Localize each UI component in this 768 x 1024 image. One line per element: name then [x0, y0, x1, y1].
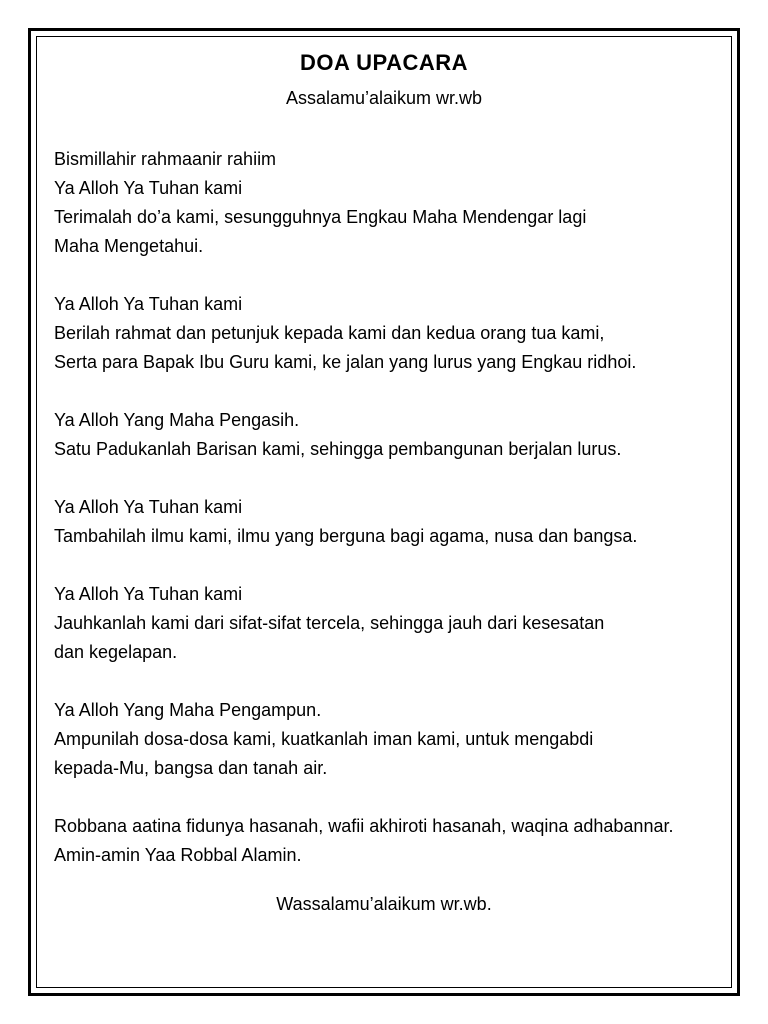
- stanza: [54, 145, 734, 261]
- prayer-line: kepada-Mu, bangsa dan tanah air.: [54, 758, 328, 778]
- prayer-line: Satu Padukanlah Barisan kami, sehingga pembangunan berjalan lurus.: [54, 439, 622, 459]
- prayer-line: Ampunilah dosa-dosa kami, kuatkanlah iman kami, untuk mengabdi: [54, 729, 594, 749]
- prayer-line: Ya Alloh Ya Tuhan kami: [54, 497, 243, 517]
- prayer-line: Berilah rahmat dan petunjuk kepada kami dan kedua orang tua kami,: [54, 323, 605, 343]
- prayer-line: Jauhkanlah kami dari sifat-sifat tercela, sehingga jauh dari kesesatan: [54, 613, 605, 633]
- prayer-line: Ya Alloh Yang Maha Pengampun.: [54, 700, 322, 720]
- stanza: [54, 406, 734, 464]
- document-title: DOA UPACARA: [299, 50, 469, 75]
- prayer-line: Robbana aatina fidunya hasanah, wafii akhiroti hasanah, waqina adhabannar.: [54, 816, 674, 836]
- opening-greeting: Assalamu’alaikum wr.wb: [285, 88, 483, 108]
- prayer-line: Bismillahir rahmaanir rahiim: [54, 149, 277, 169]
- prayer-line: Terimalah do’a kami, sesungguhnya Engkau Maha Mendengar lagi: [54, 207, 587, 227]
- prayer-line: Ya Alloh Ya Tuhan kami: [54, 294, 243, 314]
- stanza: [54, 696, 734, 783]
- stanza: [54, 493, 734, 551]
- prayer-body: [54, 145, 734, 899]
- stanza: [54, 290, 734, 377]
- prayer-line: Tambahilah ilmu kami, ilmu yang berguna bagi agama, nusa dan bangsa.: [54, 526, 638, 546]
- prayer-line: Amin-amin Yaa Robbal Alamin.: [54, 845, 302, 865]
- prayer-line: dan kegelapan.: [54, 642, 178, 662]
- prayer-line: Maha Mengetahui.: [54, 236, 204, 256]
- stanza: [54, 580, 734, 667]
- prayer-line: Ya Alloh Ya Tuhan kami: [54, 178, 243, 198]
- prayer-line: Ya Alloh Ya Tuhan kami: [54, 584, 243, 604]
- stanza: [54, 812, 734, 870]
- prayer-line: Serta para Bapak Ibu Guru kami, ke jalan yang lurus yang Engkau ridhoi.: [54, 352, 637, 372]
- closing-greeting: Wassalamu’alaikum wr.wb.: [276, 894, 492, 914]
- prayer-line: Ya Alloh Yang Maha Pengasih.: [54, 410, 300, 430]
